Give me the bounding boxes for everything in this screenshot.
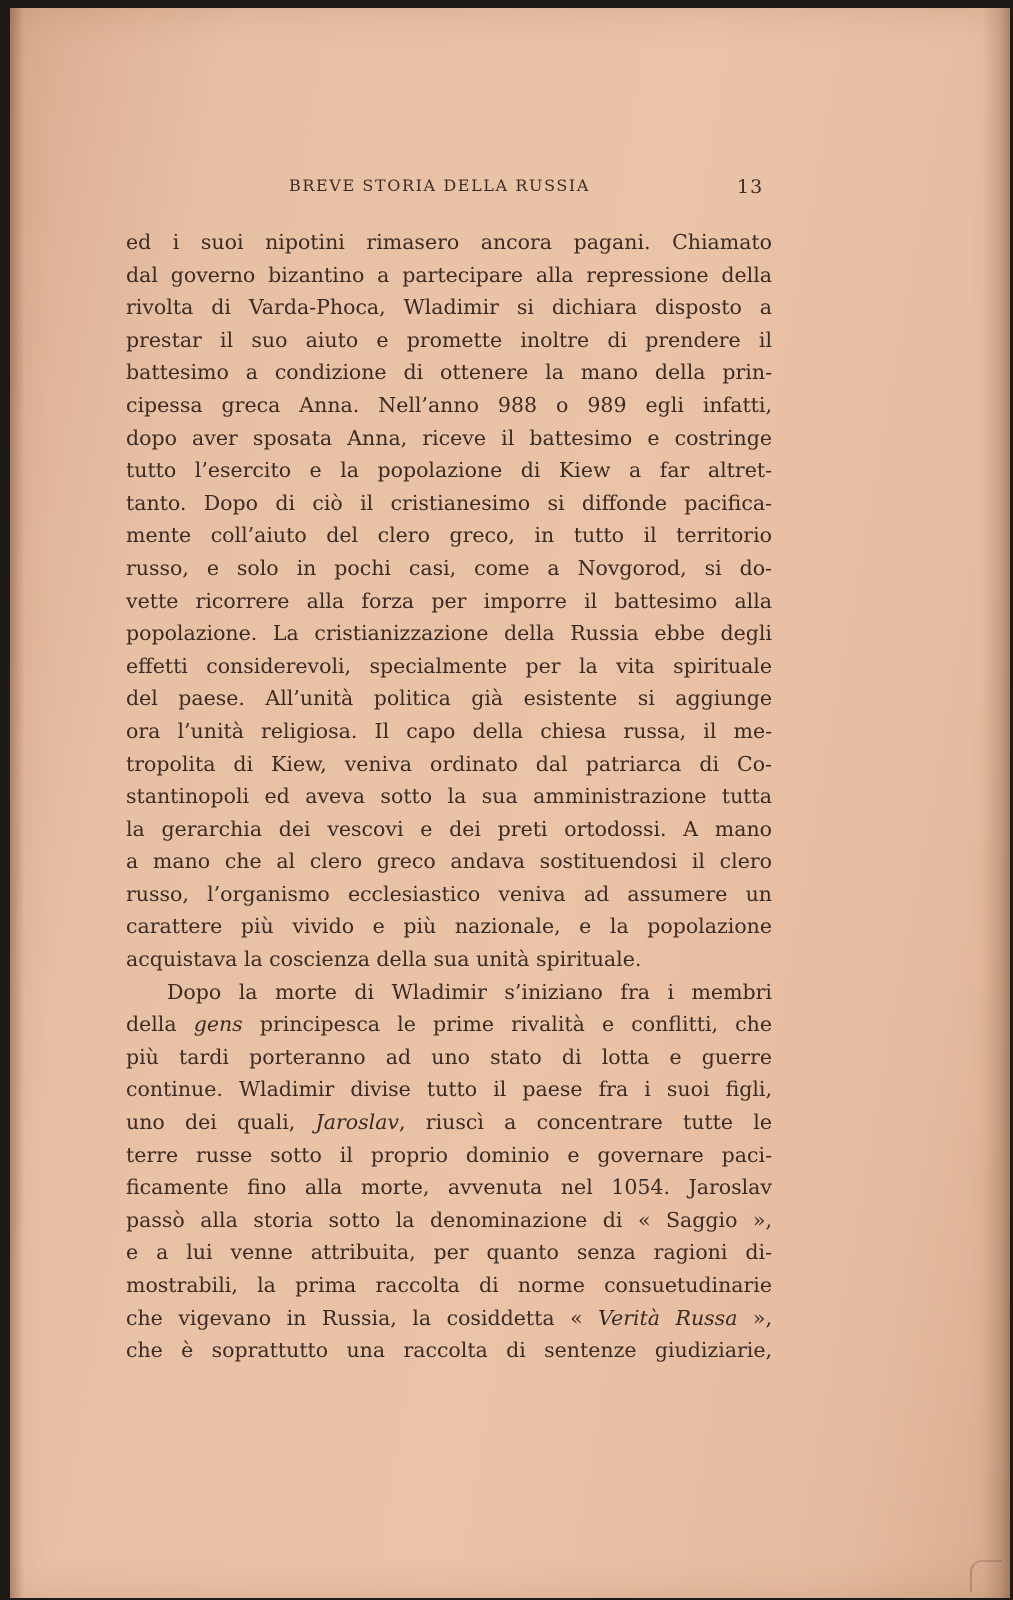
text-span: effetti considerevoli, specialmente per la vita spirituale: [126, 653, 772, 678]
italic-text-span: Jaroslav: [315, 1110, 400, 1135]
text-span: russo, l’organismo ecclesiastico veniva ad assumere un: [126, 881, 772, 906]
text-span: prestar il suo aiuto e promette inoltre di prendere il: [126, 327, 772, 352]
text-line: [126, 1334, 772, 1367]
text-span: tutto l’esercito e la popolazione di Kiew a far altret-: [126, 458, 772, 483]
text-line: [126, 1204, 772, 1237]
text-line: [126, 487, 772, 520]
text-span: ficamente fino alla morte, avvenuta nel 1054. Jaroslav: [126, 1175, 772, 1200]
text-line: [126, 1008, 772, 1041]
text-span: mente coll’aiuto del clero greco, in tutto il territorio: [126, 523, 772, 548]
text-line: [126, 682, 772, 715]
text-span: ora l’unità religiosa. Il capo della chiesa russa, il me-: [126, 718, 772, 743]
text-span: dal governo bizantino a partecipare alla repressione della: [126, 262, 772, 287]
text-line: [126, 1269, 772, 1302]
text-line: [126, 324, 772, 357]
text-line: [126, 878, 772, 911]
text-span: Dopo la morte di Wladimir s’iniziano fra i membri: [167, 979, 772, 1004]
text-line: [126, 813, 772, 846]
page-corner-curl: [970, 1560, 1002, 1592]
text-span: tropolita di Kiew, veniva ordinato dal patriarca di Co-: [126, 751, 772, 776]
text-span: della: [126, 1012, 194, 1037]
text-line: [126, 715, 772, 748]
text-span: popolazione. La cristianizzazione della Russia ebbe degli: [126, 621, 772, 646]
page-left-edge-shadow: [10, 8, 24, 1598]
text-line: [126, 585, 772, 618]
text-span: continue. Wladimir divise tutto il paese fra i suoi figli,: [126, 1077, 772, 1102]
text-line: [126, 1106, 772, 1139]
text-span: dopo aver sposata Anna, riceve il battesimo e costringe: [126, 425, 772, 450]
text-span: stantinopoli ed aveva sotto la sua amministrazione tutta: [126, 784, 772, 809]
text-span: la gerarchia dei vescovi e dei preti ortodossi. A mano: [126, 816, 772, 841]
text-line: [126, 780, 772, 813]
text-span: tanto. Dopo di ciò il cristianesimo si diffonde pacifica-: [126, 490, 772, 515]
running-header-title: BREVE STORIA DELLA RUSSIA: [289, 176, 591, 195]
text-span: che vigevano in Russia, la cosiddetta «: [126, 1305, 599, 1330]
book-page: [10, 8, 1010, 1598]
text-line: [126, 1302, 772, 1335]
text-span: carattere più vivido e più nazionale, e la popolazione: [126, 914, 772, 939]
text-span: ed i suoi nipotini rimasero ancora pagani. Chiamato: [126, 230, 772, 254]
text-line: [126, 748, 772, 781]
text-line: [126, 519, 772, 552]
text-span: e a lui venne attribuita, per quanto senza ragioni di-: [126, 1240, 772, 1265]
text-line: [126, 617, 772, 650]
text-line: [126, 422, 772, 455]
text-span: »,: [737, 1305, 772, 1330]
text-span: , riuscì a concentrare tutte le: [399, 1110, 772, 1135]
text-line: [126, 226, 772, 259]
text-line: [126, 943, 772, 976]
text-span: più tardi porteranno ad uno stato di lotta e guerre: [126, 1044, 772, 1069]
text-span: principesca le prime rivalità e conflitti, che: [242, 1012, 772, 1037]
text-line: [126, 976, 772, 1009]
text-span: a mano che al clero greco andava sostituendosi il clero: [126, 849, 772, 874]
text-span: uno dei quali,: [126, 1110, 316, 1135]
text-span: russo, e solo in pochi casi, come a Novgorod, si do-: [126, 555, 772, 580]
text-line: [126, 1041, 772, 1074]
text-line: [126, 1073, 772, 1106]
text-span: terre russe sotto il proprio dominio e governare paci-: [126, 1142, 772, 1167]
page-number: 13: [737, 176, 764, 198]
text-line: [126, 291, 772, 324]
text-span: battesimo a condizione di ottenere la mano della prin-: [126, 360, 772, 385]
text-span: acquistava la coscienza della sua unità spirituale.: [126, 947, 642, 972]
text-line: [126, 454, 772, 487]
text-span: cipessa greca Anna. Nell’anno 988 o 989 egli infatti,: [126, 392, 772, 417]
text-line: [126, 356, 772, 389]
text-line: [126, 1171, 772, 1204]
text-span: del paese. All’unità politica già esistente si aggiunge: [126, 686, 772, 711]
text-line: [126, 650, 772, 683]
text-line: [126, 259, 772, 292]
text-line: [126, 910, 772, 943]
italic-text-span: gens: [193, 1012, 243, 1037]
text-line: [126, 845, 772, 878]
italic-text-span: Verità Russa: [598, 1305, 738, 1330]
text-span: mostrabili, la prima raccolta di norme consuetudinarie: [126, 1273, 772, 1297]
body-text: [126, 226, 772, 1367]
text-span: rivolta di Varda-Phoca, Wladimir si dichiara disposto a: [126, 295, 772, 320]
text-line: [126, 389, 772, 422]
text-line: [126, 552, 772, 585]
text-span: vette ricorrere alla forza per imporre il battesimo alla: [126, 588, 772, 613]
text-line: [126, 1236, 772, 1269]
page-right-edge-shadow: [982, 8, 1010, 1598]
text-span: che è soprattutto una raccolta di sentenze giudiziarie,: [126, 1338, 772, 1363]
text-span: passò alla storia sotto la denominazione di « Saggio »,: [126, 1207, 772, 1232]
text-line: [126, 1139, 772, 1172]
